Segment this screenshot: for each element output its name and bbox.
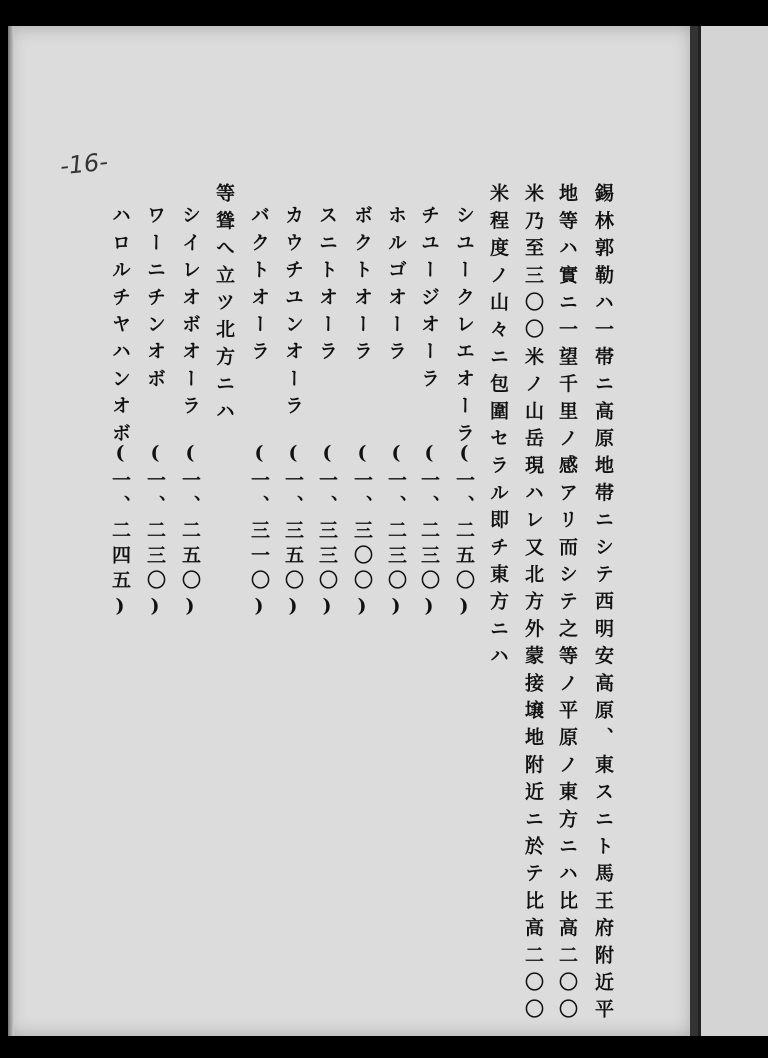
mountain-name-7: バクトオーラ xyxy=(248,205,270,369)
mountain-height-6: (一、三五〇) xyxy=(282,442,304,623)
mountain-height-5: (一、三三〇) xyxy=(316,442,338,623)
mountain-height-10: (一、二四五) xyxy=(109,442,131,623)
text-line-4: 米程度ノ山々ニ包圍セラル即チ東方ニハ xyxy=(487,183,509,673)
mountain-name-10: ハロルチヤハンオボ xyxy=(109,205,131,450)
text-line-north: 等聳へ立ツ北方ニハ xyxy=(213,183,235,428)
text-line-1: 錫林郭勒ハ一帯ニ高原地帯ニシテ西明安高原、東スニト馬王府附近平 xyxy=(592,183,614,1027)
mountain-name-5: スニトオーラ xyxy=(316,205,338,369)
mountain-name-3: ホルゴオーラ xyxy=(385,205,407,369)
mountain-name-6: カウチユンオーラ xyxy=(282,205,304,423)
page-number: -16- xyxy=(58,147,110,181)
mountain-name-9: ワーニチンオボ xyxy=(144,205,166,396)
adjacent-page-strip xyxy=(698,26,768,1036)
page-divider xyxy=(690,26,698,1036)
text-line-2: 地等ハ實ニ一望千里ノ感アリ而シテ之等ノ平原ノ東方ニハ比高二〇〇 xyxy=(556,183,578,1027)
mountain-name-2: チユージオーラ xyxy=(418,205,440,396)
mountain-height-3: (一、二三〇) xyxy=(385,442,407,623)
mountain-name-4: ボクトオーラ xyxy=(351,205,373,369)
mountain-name-8: シイレオボオーラ xyxy=(179,205,201,423)
mountain-height-1: (一、二五〇) xyxy=(453,442,475,623)
page-binding-edge xyxy=(8,26,14,1036)
text-line-3: 米乃至三〇〇米ノ山岳現ハレ又北方外蒙接壌地附近ニ於テ比高二〇〇 xyxy=(522,183,544,1027)
mountain-height-2: (一、二三〇) xyxy=(418,442,440,623)
mountain-height-4: (一、三〇〇) xyxy=(351,442,373,623)
mountain-height-7: (一、三一〇) xyxy=(248,442,270,623)
mountain-height-9: (一、二三〇) xyxy=(144,442,166,623)
mountain-height-8: (一、二五〇) xyxy=(179,442,201,623)
mountain-name-1: シユークレエオーラ xyxy=(453,205,475,450)
